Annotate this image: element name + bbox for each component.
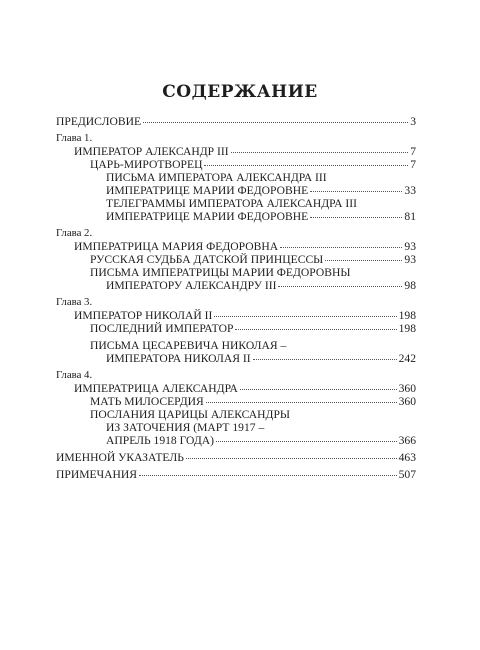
toc-entry-title: МАТЬ МИЛОСЕРДИЯ	[90, 395, 204, 408]
dot-leader	[206, 401, 397, 403]
toc-entry-ch3-s1	[56, 322, 416, 335]
toc-entry-ch1-s3	[56, 210, 416, 223]
dot-leader	[214, 315, 396, 317]
toc-entry-ch4-s2	[56, 434, 416, 447]
toc-entry-title: ИМЕННОЙ УКАЗАТЕЛЬ	[56, 451, 184, 464]
toc-entry-title: ЦАРЬ-МИРОТВОРЕЦ	[90, 158, 203, 171]
toc-entry-title: ИМПЕРАТОР НИКОЛАЙ II	[74, 309, 213, 322]
chapter-label: Глава 4.	[56, 369, 93, 381]
toc-entry-ch2-s2	[56, 279, 416, 292]
toc-page-number: 93	[404, 253, 416, 266]
toc-entry-title-line: ПИСЬМА ИМПЕРАТРИЦЫ МАРИИ ФЕДОРОВНЫ	[90, 266, 351, 279]
toc-entry-ch3-s2	[56, 352, 416, 365]
toc-entry-ch2-main	[56, 240, 416, 253]
toc-page-number: 7	[410, 158, 416, 171]
toc-entry-title: ИМПЕРАТОР АЛЕКСАНДР III	[74, 145, 229, 158]
toc-entry-title-line: ПИСЬМА ИМПЕРАТОРА АЛЕКСАНДРА III	[106, 171, 327, 184]
toc-page-number: 93	[404, 240, 416, 253]
toc-entry-preface	[56, 115, 416, 128]
toc-page-number: 198	[398, 322, 416, 335]
dot-leader	[240, 388, 397, 390]
dot-leader	[278, 285, 402, 287]
toc-page-number: 463	[398, 451, 416, 464]
toc-entry-ch1-s1	[56, 158, 416, 171]
dot-leader	[235, 328, 396, 330]
toc-entry-ch2-s1	[56, 253, 416, 266]
dot-leader	[325, 259, 402, 261]
dot-leader	[231, 151, 409, 153]
toc-entry-title-line: ИМПЕРАТОРА НИКОЛАЯ II	[106, 352, 251, 365]
toc-entry-title-line: ПОСЛАНИЯ ЦАРИЦЫ АЛЕКСАНДРЫ	[90, 408, 291, 421]
dot-leader	[310, 190, 402, 192]
dot-leader	[204, 164, 408, 166]
toc-entry-ch1-main	[56, 145, 416, 158]
toc-entry-title: ИМПЕРАТРИЦА МАРИЯ ФЕДОРОВНА	[74, 240, 279, 253]
toc-page-number: 242	[398, 352, 416, 365]
toc-entry-title: ПОСЛЕДНИЙ ИМПЕРАТОР	[90, 322, 234, 335]
toc-entry-index	[56, 451, 416, 464]
dot-leader	[253, 358, 397, 360]
dot-leader	[139, 474, 397, 476]
toc-entry-title: ИМПЕРАТРИЦА АЛЕКСАНДРА	[74, 382, 238, 395]
toc-entry-notes	[56, 468, 416, 481]
toc-entry-ch1-s2	[56, 184, 416, 197]
toc-entry-title-line: ПИСЬМА ЦЕСАРЕВИЧА НИКОЛАЯ –	[90, 339, 287, 352]
chapter-label: Глава 3.	[56, 296, 93, 308]
toc-entry-ch4-s1	[56, 395, 416, 408]
toc-entry-title-line: ТЕЛЕГРАММЫ ИМПЕРАТОРА АЛЕКСАНДРА III	[106, 197, 357, 210]
page-title: СОДЕРЖАНИЕ	[162, 82, 318, 102]
toc-entry-title: ПРИМЕЧАНИЯ	[56, 468, 137, 481]
chapter-label: Глава 1.	[56, 132, 93, 144]
toc-entry-ch4-main	[56, 382, 416, 395]
dot-leader	[280, 246, 402, 248]
toc-entry-ch3-main	[56, 309, 416, 322]
toc-entry-title-line: АПРЕЛЬ 1918 ГОДА)	[106, 434, 214, 447]
dot-leader	[186, 457, 397, 459]
toc-page-number: 198	[398, 309, 416, 322]
toc-page-number: 366	[398, 434, 416, 447]
toc-entry-title: РУССКАЯ СУДЬБА ДАТСКОЙ ПРИНЦЕССЫ	[90, 253, 324, 266]
toc-page-number: 3	[410, 115, 416, 128]
dot-leader	[216, 440, 397, 442]
toc-entry-title-line: ИЗ ЗАТОЧЕНИЯ (МАРТ 1917 –	[106, 421, 265, 434]
dot-leader	[310, 216, 402, 218]
toc-page-number: 360	[398, 382, 416, 395]
toc-entry-title-line: ИМПЕРАТРИЦЕ МАРИИ ФЕДОРОВНЕ	[106, 184, 309, 197]
table-of-contents	[56, 115, 416, 481]
toc-page-number: 33	[404, 184, 416, 197]
dot-leader	[143, 121, 408, 123]
toc-entry-title-line: ИМПЕРАТОРУ АЛЕКСАНДРУ III	[106, 279, 277, 292]
toc-page-number: 507	[398, 468, 416, 481]
toc-page-number: 81	[404, 210, 416, 223]
toc-page-number: 360	[398, 395, 416, 408]
toc-entry-title-line: ИМПЕРАТРИЦЕ МАРИИ ФЕДОРОВНЕ	[106, 210, 309, 223]
toc-page-number: 98	[404, 279, 416, 292]
chapter-label: Глава 2.	[56, 227, 93, 239]
toc-page-number: 7	[410, 145, 416, 158]
toc-entry-title: ПРЕДИСЛОВИЕ	[56, 115, 142, 128]
